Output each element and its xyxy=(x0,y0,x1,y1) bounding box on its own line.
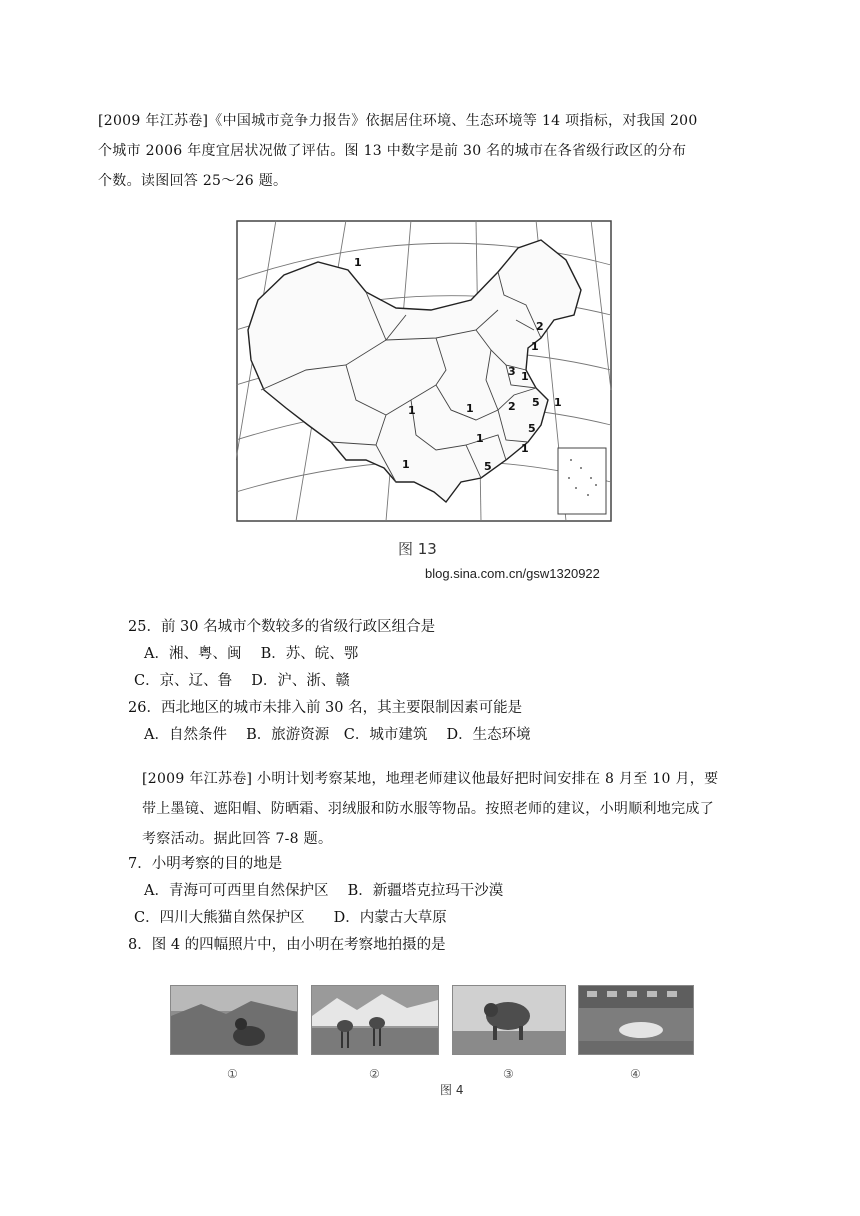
map-number: 1 xyxy=(554,396,562,409)
figure4-caption: 图 4 xyxy=(440,1083,464,1097)
map-number: 1 xyxy=(466,402,474,415)
photo-1-label: ① xyxy=(227,1067,238,1081)
passage2-line2: 带上墨镜、遮阳帽、防晒霜、羽绒服和防水服等物品。按照老师的建议，小明顺利地完成了 xyxy=(142,801,714,817)
passage2-line3: 考察活动。据此回答 7-8 题。 xyxy=(142,831,333,847)
photo-4-label: ④ xyxy=(630,1067,641,1081)
q7-stem: 7．小明考察的目的地是 xyxy=(128,856,283,872)
passage1-line3: 个数。读图回答 25～26 题。 xyxy=(98,173,288,189)
figure13-map xyxy=(236,220,612,522)
map-number: 2 xyxy=(536,320,544,333)
map-number: 1 xyxy=(408,404,416,417)
south-china-sea-inset xyxy=(558,448,606,514)
q26-options-row1: A．自然条件 B．旅游资源 C．城市建筑 D．生态环境 xyxy=(144,727,531,743)
map-number: 1 xyxy=(531,340,539,353)
photo-1-image xyxy=(171,986,297,1054)
map-number: 1 xyxy=(521,442,529,455)
passage1-line1: [2009 年江苏卷]《中国城市竞争力报告》依据居住环境、生态环境等 14 项指标，对我国 200 xyxy=(98,113,698,129)
q7-options-row2: C．四川大熊猫自然保护区 D．内蒙古大草原 xyxy=(134,910,447,926)
map-number: 1 xyxy=(354,256,362,269)
passage2-line1: [2009 年江苏卷] 小明计划考察某地，地理老师建议他最好把时间安排在 8 月至 10 月，要 xyxy=(142,771,719,787)
map-number: 1 xyxy=(402,458,410,471)
china-map-svg xyxy=(236,220,612,522)
photo-4-image xyxy=(579,986,693,1054)
photo-2 xyxy=(311,985,439,1055)
figure13-watermark: blog.sina.com.cn/gsw1320922 xyxy=(425,566,600,581)
map-number: 1 xyxy=(521,370,529,383)
q7-options-row1: A．青海可可西里自然保护区 B．新疆塔克拉玛干沙漠 xyxy=(144,883,504,899)
photo-3-label: ③ xyxy=(503,1067,514,1081)
photo-2-image xyxy=(312,986,438,1054)
photo-3 xyxy=(452,985,566,1055)
map-number: 1 xyxy=(476,432,484,445)
photo-3-image xyxy=(453,986,565,1054)
q26-stem: 26．西北地区的城市未排入前 30 名，其主要限制因素可能是 xyxy=(128,700,523,716)
photo-2-label: ② xyxy=(369,1067,380,1081)
figure13-caption: 图 13 xyxy=(398,540,437,558)
passage1-line2: 个城市 2006 年度宜居状况做了评估。图 13 中数字是前 30 名的城市在各省级行政区的分布 xyxy=(98,143,687,159)
photo-4 xyxy=(578,985,694,1055)
q8-stem: 8．图 4 的四幅照片中，由小明在考察地拍摄的是 xyxy=(128,937,446,953)
map-number: 5 xyxy=(532,396,540,409)
q25-stem: 25．前 30 名城市个数较多的省级行政区组合是 xyxy=(128,619,436,635)
map-number: 5 xyxy=(484,460,492,473)
q25-options-row1: A．湘、粤、闽 B．苏、皖、鄂 xyxy=(144,646,359,662)
photo-1 xyxy=(170,985,298,1055)
q25-options-row2: C．京、辽、鲁 D．沪、浙、赣 xyxy=(134,673,350,689)
map-number: 2 xyxy=(508,400,516,413)
map-number: 3 xyxy=(508,365,516,378)
map-number: 5 xyxy=(528,422,536,435)
